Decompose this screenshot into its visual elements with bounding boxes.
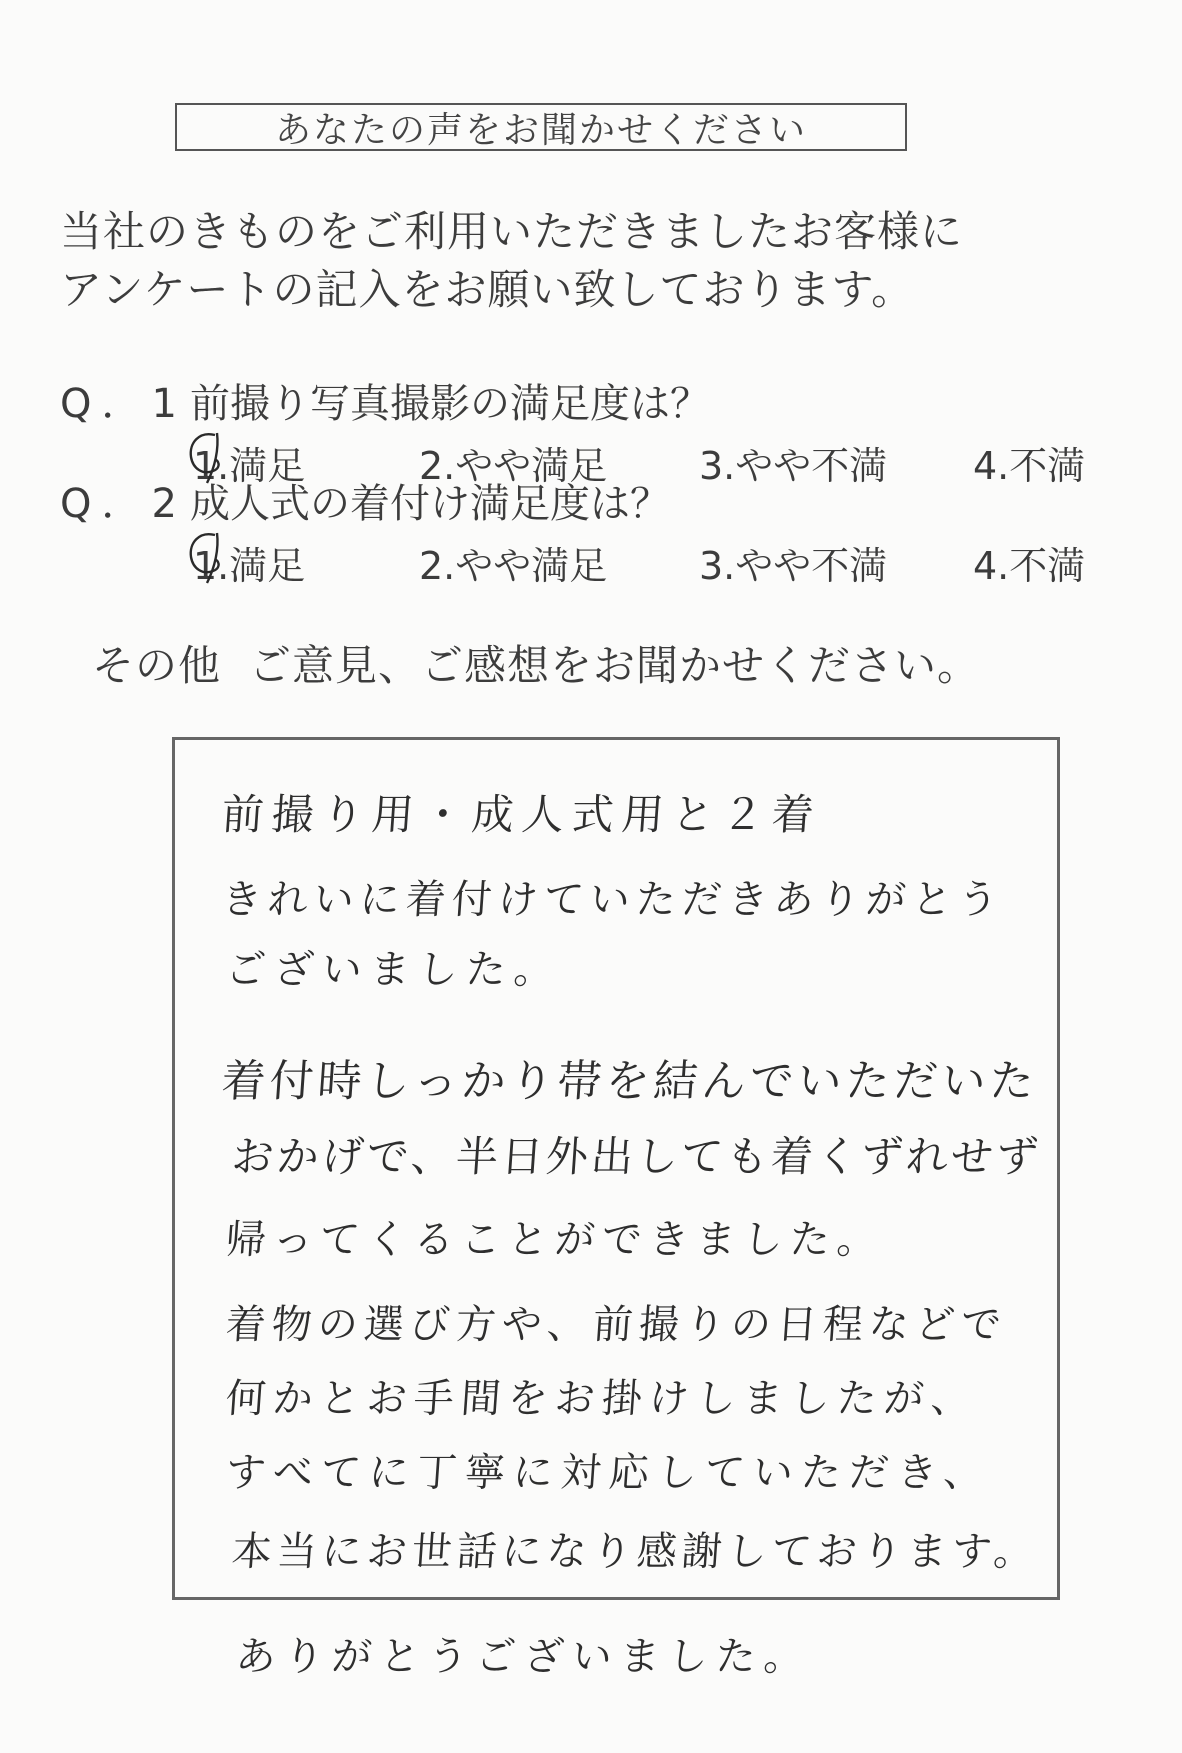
option-somewhat-dissatisfied[interactable] [699,535,887,590]
handwritten-line: 帰ってくることができました。 [224,1217,886,1263]
other-comments-prompt [92,633,980,693]
question-text: 成人式の着付け満足度は？ [190,481,670,527]
option-dissatisfied[interactable] [973,435,1085,490]
handwritten-line: 前撮り用・成人式用と２着 [220,790,824,839]
question-1 [60,372,1086,488]
handwritten-line: ございました。 [224,947,564,993]
option-label: 3.やや不満 [699,544,888,588]
intro-text [60,203,963,319]
question-number: Q．1 [60,381,187,427]
intro-line: アンケートの記入をお願い致しております。 [60,265,915,314]
handwritten-line: 本当にお世話になり感謝しております。 [230,1529,1041,1575]
handwritten-line: 着物の選び方や、前撮りの日程などで [224,1302,1009,1348]
question-text: 前撮り写真撮影の満足度は？ [190,381,710,427]
option-label: 1.満足 [193,544,306,588]
option-label: 2.やや満足 [419,444,608,488]
question-2 [60,472,1086,588]
option-satisfied[interactable] [193,535,305,590]
option-label: 2.やや満足 [419,544,608,588]
other-prompt-text: ご意見、ご感想をお聞かせください。 [249,641,981,690]
other-label: その他 [92,641,222,690]
handwritten-line: 着付時しっかり帯を結んでいただいた [219,1056,1040,1107]
handwritten-line: すべてに丁寧に対応していただき、 [224,1450,993,1496]
option-label: 4.不満 [973,544,1086,588]
intro-line: 当社のきものをご利用いただきましたお客様に [60,207,964,256]
option-label: 1.満足 [193,444,306,488]
selected-circle-mark [185,529,229,585]
handwritten-line: 何かとお手間をお掛けしましたが、 [224,1376,980,1422]
question-number: Q．2 [60,481,187,527]
option-somewhat-satisfied[interactable] [419,535,607,590]
answer-options [193,535,1086,588]
option-dissatisfied[interactable] [973,535,1085,590]
option-somewhat-dissatisfied[interactable] [699,435,887,490]
handwritten-line: ありがとうございました。 [234,1634,814,1680]
form-title: あなたの声をお聞かせください [175,103,907,151]
handwritten-line: おかげで、半日外出しても着くずれせず [230,1132,1043,1181]
handwritten-line: きれいに着付けていただきありがとう [220,877,1006,923]
option-label: 4.不満 [973,444,1086,488]
option-label: 3.やや不満 [699,444,888,488]
